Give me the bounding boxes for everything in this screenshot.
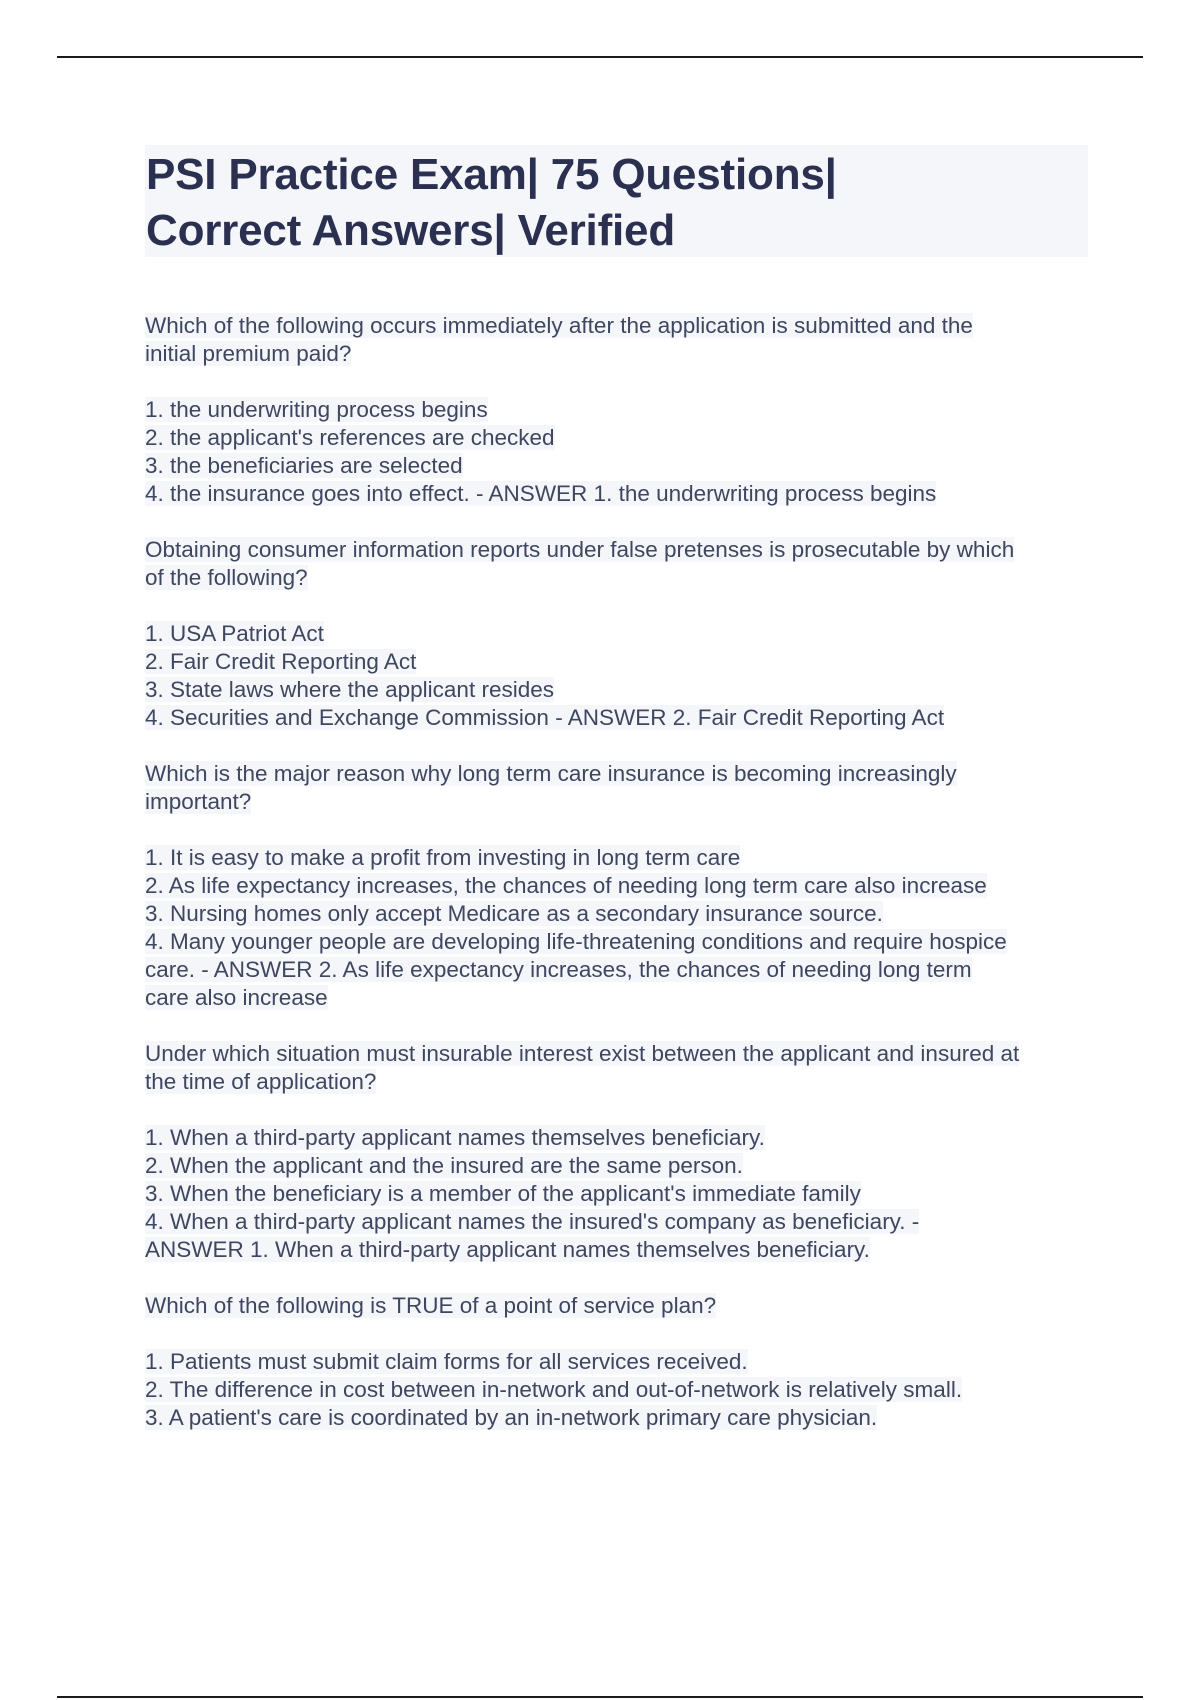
question-text: the time of application? [145, 1069, 377, 1094]
option-line: care also increase [145, 985, 328, 1010]
option-line: 3. A patient's care is coordinated by an in-network primary care physician. [145, 1405, 878, 1430]
title-line: Correct Answers| Verified [146, 206, 675, 255]
option-line: 4. Many younger people are developing life-threatening conditions and require hospice [145, 929, 1007, 954]
option-line: 4. When a third-party applicant names the insured's company as beneficiary. - [145, 1209, 920, 1234]
option-line: ANSWER 1. When a third-party applicant names themselves beneficiary. [145, 1237, 870, 1262]
top-divider [57, 56, 1143, 58]
option-line: 3. State laws where the applicant resides [145, 677, 554, 702]
question-text: Which of the following occurs immediately after the application is submitted and the [145, 313, 973, 338]
option-line: 1. Patients must submit claim forms for all services received. [145, 1349, 748, 1374]
option-line: 4. Securities and Exchange Commission - ANSWER 2. Fair Credit Reporting Act [145, 705, 945, 730]
question-text: Obtaining consumer information reports under false pretenses is prosecutable by which [145, 537, 1015, 562]
title-heading [146, 147, 1088, 259]
question-block [145, 1292, 1105, 1432]
option-line: 2. Fair Credit Reporting Act [145, 649, 417, 674]
option-line: 1. It is easy to make a profit from investing in long term care [145, 845, 741, 870]
option-line: 1. USA Patriot Act [145, 621, 324, 646]
question-text: Under which situation must insurable interest exist between the applicant and insured at [145, 1041, 1020, 1066]
option-line: 2. the applicant's references are checked [145, 425, 555, 450]
question-text: of the following? [145, 565, 308, 590]
option-line: 3. Nursing homes only accept Medicare as a secondary insurance source. [145, 901, 883, 926]
option-line: 2. The difference in cost between in-network and out-of-network is relatively small. [145, 1377, 963, 1402]
document-body [145, 312, 1105, 1460]
option-line: care. - ANSWER 2. As life expectancy increases, the chances of needing long term [145, 957, 972, 982]
question-text: Which of the following is TRUE of a point of service plan? [145, 1293, 717, 1318]
question-block [145, 760, 1105, 1012]
question-block [145, 536, 1105, 732]
option-line: 1. When a third-party applicant names themselves beneficiary. [145, 1125, 765, 1150]
question-block [145, 1040, 1105, 1264]
question-text: initial premium paid? [145, 341, 352, 366]
title-line: PSI Practice Exam| 75 Questions| [146, 150, 837, 199]
option-line: 1. the underwriting process begins [145, 397, 488, 422]
option-line: 4. the insurance goes into effect. - ANSWER 1. the underwriting process begins [145, 481, 937, 506]
page-title [145, 145, 1088, 257]
question-block [145, 312, 1105, 508]
bottom-divider [57, 1696, 1143, 1698]
option-line: 3. the beneficiaries are selected [145, 453, 463, 478]
option-line: 2. As life expectancy increases, the chances of needing long term care also increase [145, 873, 987, 898]
question-text: Which is the major reason why long term care insurance is becoming increasingly [145, 761, 957, 786]
option-line: 3. When the beneficiary is a member of the applicant's immediate family [145, 1181, 861, 1206]
option-line: 2. When the applicant and the insured are the same person. [145, 1153, 743, 1178]
question-text: important? [145, 789, 252, 814]
